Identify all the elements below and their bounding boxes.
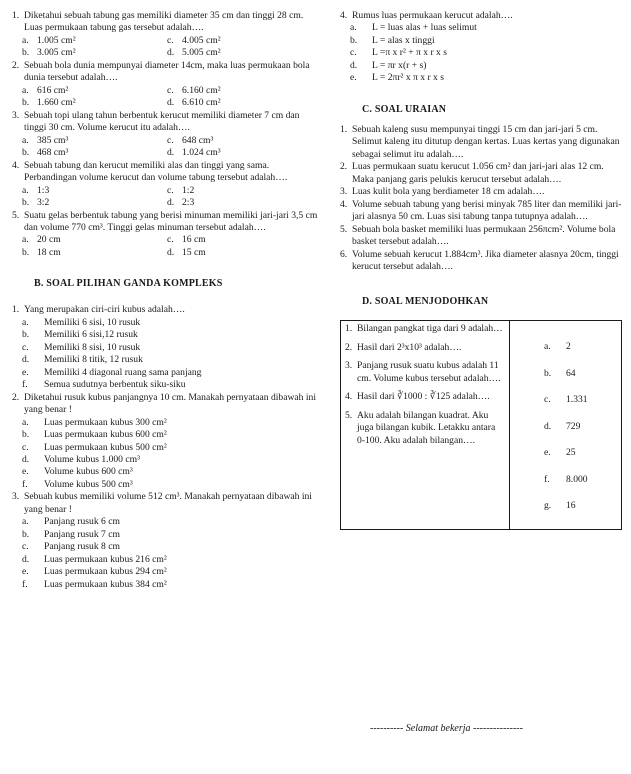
option-text: Memiliki 8 titik, 12 rusuk [44,354,143,366]
option-letter: c. [22,441,29,453]
answer-options [12,35,318,60]
matching-answer-value: 16 [566,500,576,512]
answer-option [22,541,318,553]
matching-answer-letter: f. [544,473,550,485]
answer-option [22,35,167,47]
option-letter: c. [167,234,174,246]
matching-question-number: 5. [345,409,353,421]
option-letter: a. [350,22,357,34]
answer-option [167,185,312,197]
option-text: Semua sudutnya berbentuk siku-siku [44,379,186,391]
answer-option [350,47,623,59]
option-letter: b. [350,34,358,46]
option-text: L = alas x tinggi [372,34,435,46]
section-b-heading: B. SOAL PILIHAN GANDA KOMPLEKS [34,278,223,290]
multiple-choice-question [12,10,318,60]
complex-choice-section [12,304,318,591]
question-row [340,199,623,224]
answer-options [12,234,318,259]
right-column [340,10,623,530]
option-text: 6.610 cm² [182,97,221,109]
option-text: Panjang rusuk 6 cm [44,516,120,528]
option-letter: b. [22,246,30,258]
matching-answer [544,447,617,459]
option-letter: b. [22,147,30,159]
answer-option [22,566,318,578]
answer-options [12,135,318,160]
answer-option [22,85,167,97]
matching-answer-letter: d. [544,420,552,432]
option-text: 2:3 [182,197,195,209]
question-number: 3. [340,186,348,198]
option-text: Memiliki 4 diagonal ruang sama panjang [44,366,202,378]
question-row [340,249,623,274]
question-text: Diketahui rusuk kubus panjangnya 10 cm. Manakah pernyataan dibawah ini yang benar ! [24,391,316,416]
matching-question [345,410,505,447]
option-text: 1.660 cm² [37,97,76,109]
option-letter: e. [350,72,357,84]
answer-options [340,22,623,84]
answer-option [22,97,167,109]
question-text: Luas kulit bola yang berdiameter 18 cm adalah…. [352,186,545,198]
matching-answer [544,421,617,433]
answer-option [167,135,312,147]
question-number: 2. [340,161,348,173]
option-text: L = luas alas + luas selimut [372,22,477,34]
option-letter: d. [167,197,175,209]
option-text: 6.160 cm² [182,84,221,96]
option-text: 4.005 cm² [182,34,221,46]
matching-answer [544,474,617,486]
option-letter: f. [22,478,28,490]
answer-option [22,429,318,441]
matching-question-text: Aku adalah bilangan kuadrat. Aku juga bilangan kubik. Letakku antara 0-100. Aku adalah bilangan…. [357,409,496,446]
answer-option [22,185,167,197]
matching-question [345,323,505,335]
matching-question [345,360,505,385]
question-row [12,10,318,35]
option-letter: b. [22,197,30,209]
question-number: 2. [12,391,20,403]
question-text: Sebuah bola dunia mempunyai diameter 14cm, maka luas permukaan bola dunia tersebut adalah…. [24,59,310,84]
question-row [12,110,318,135]
option-text: Volume kubus 1.000 cm³ [44,454,140,465]
option-text: 385 cm³ [37,134,69,146]
matching-answer-letter: b. [544,367,552,379]
option-letter: c. [167,134,174,146]
option-text: 16 cm [182,234,206,246]
answer-options [12,516,318,591]
matching-answer-value: 25 [566,447,576,459]
matching-question [345,342,505,354]
answer-option [22,579,318,591]
option-letter: d. [167,47,175,59]
option-letter: a. [22,316,29,328]
option-letter: a. [22,134,29,146]
option-text: 1:3 [37,184,50,196]
answer-option [167,197,312,209]
option-letter: d. [167,246,175,258]
essay-question [340,186,623,198]
answer-options [12,85,318,110]
question-number: 4. [340,198,348,210]
multiple-choice-question [12,160,318,210]
question-4-formula [340,10,623,85]
answer-option [167,147,312,159]
option-text: 648 cm³ [182,134,214,146]
multiple-choice-question [12,210,318,260]
question-row [340,161,623,186]
matching-answer [544,500,617,512]
complex-choice-question [12,304,318,391]
option-letter: b. [22,329,30,341]
answer-option [167,85,312,97]
option-letter: e. [22,566,29,578]
option-letter: f. [22,379,28,391]
option-letter: d. [350,59,358,71]
option-text: 1:2 [182,184,195,196]
option-text: Memiliki 6 sisi, 10 rusuk [44,316,141,328]
option-text: Luas permukaan kubus 294 cm² [44,566,167,578]
question-text: Sebuah bola basket memiliki luas permukaan 256πcm². Volume bola basket tersebut adalah…. [352,223,616,248]
matching-question-number: 3. [345,360,353,372]
question-number: 2. [12,59,20,71]
option-text: Panjang rusuk 7 cm [44,528,120,540]
question-number: 3. [12,109,20,121]
closing-message: ---------- Selamat bekerja --------------- [370,723,523,734]
option-letter: d. [22,354,30,366]
answer-option [22,135,167,147]
answer-option [167,247,312,259]
answer-option [22,454,318,466]
option-text: Memiliki 8 sisi, 10 rusuk [44,341,141,353]
answer-option [350,72,623,84]
option-letter: b. [22,429,30,441]
answer-option [22,197,167,209]
option-text: Luas permukaan kubus 500 cm² [44,441,167,453]
matching-question-number: 2. [345,341,353,353]
option-letter: b. [22,97,30,109]
question-text: Rumus luas permukaan kerucut adalah…. [352,10,513,21]
answer-option [22,234,167,246]
option-text: Volume kubus 500 cm³ [44,478,133,490]
answer-options [12,185,318,210]
essay-question [340,161,623,186]
answer-option [22,466,318,478]
answer-option [22,516,318,528]
option-text: Luas permukaan kubus 300 cm² [44,416,167,428]
option-text: 1.005 cm² [37,34,76,46]
question-number: 1. [12,304,20,316]
option-text: L = πr x(r + s) [372,59,427,71]
question-number: 6. [340,248,348,260]
question-number: 5. [12,209,20,221]
matching-answer-letter: g. [544,500,552,512]
question-text: Luas permukaan suatu kerucut 1.056 cm² dan jari-jari alas 12 cm. Maka panjang garis pelukis kerucut tersebut adalah…. [352,161,604,185]
option-letter: d. [167,97,175,109]
option-letter: a. [22,84,29,96]
option-letter: c. [167,184,174,196]
matching-question-text: Hasil dari 2³x10³ adalah…. [357,341,462,353]
matching-answer-letter: e. [544,447,551,459]
left-column [12,10,318,591]
question-row [340,124,623,161]
matching-answers [510,321,621,528]
option-letter: a. [22,184,29,196]
question-text: Sebuah kubus memiliki volume 512 cm³. Manakah pernyataan dibawah ini yang benar ! [24,491,312,515]
answer-option [22,529,318,541]
question-text: Sebuah tabung dan kerucut memiliki alas dan tinggi yang sama. Perbandingan volume kerucut dan volume tabung tersebut adalah…. [24,159,288,184]
answer-option [22,417,318,429]
answer-option [167,97,312,109]
matching-questions [341,321,510,528]
answer-option [22,342,318,354]
option-letter: c. [22,341,29,353]
option-letter: d. [167,147,175,159]
answer-option [22,442,318,454]
option-text: Panjang rusuk 8 cm [44,541,120,553]
option-text: 616 cm² [37,84,69,96]
matching-question-text: Bilangan pangkat tiga dari 9 adalah… [357,323,503,335]
section-d-heading: D. SOAL MENJODOHKAN [362,296,489,308]
option-text: Memiliki 6 sisi,12 rusuk [44,329,138,341]
question-text: Suatu gelas berbentuk tabung yang berisi minuman memiliki jari-jari 3,5 cm dan volume 770 cm³. Tinggi gelas minuman tersebut adalah…. [24,209,318,233]
option-letter: c. [167,84,174,96]
answer-options [12,317,318,392]
complex-choice-question [12,491,318,591]
question-row [12,210,318,235]
question-text: Sebuah kaleng susu mempunyai tinggi 15 cm dan jari-jari 5 cm. Selimut kaleng itu ditutup dengan kertas. Luas kertas yang digunakan sebagai selimut itu adalah…. [352,123,620,160]
option-letter: c. [350,47,357,59]
option-letter: c. [167,34,174,46]
question-text: Yang merupakan ciri-ciri kubus adalah…. [24,304,185,316]
question-number: 1. [340,123,348,135]
answer-option [350,22,623,34]
essay-question [340,199,623,224]
question-row [12,60,318,85]
matching-question-text: Panjang rusuk suatu kubus adalah 11 cm. Volume kubus tersebut adalah…. [357,360,501,384]
option-text: 5.005 cm² [182,47,221,59]
matching-answer-letter: c. [544,394,551,406]
matching-question-number: 1. [345,323,353,335]
question-number: 5. [340,223,348,235]
question-row [340,186,623,198]
matching-answer [544,341,617,353]
option-text: 3:2 [37,197,50,209]
answer-option [22,247,167,259]
answer-option [167,35,312,47]
answer-option [22,329,318,341]
option-letter: d. [22,454,30,465]
option-text: Luas permukaan kubus 384 cm² [44,578,167,590]
option-letter: e. [22,366,29,378]
option-text: 15 cm [182,246,206,258]
matching-question-text: Hasil dari ∛1000 : ∛125 adalah…. [357,391,490,403]
matching-answer-value: 1.331 [566,394,588,406]
option-letter: a. [22,516,29,528]
option-text: Luas permukaan kubus 600 cm² [44,429,167,441]
question-number: 1. [12,10,20,21]
question-row [12,304,318,316]
option-text: 18 cm [37,246,61,258]
matching-answer-value: 729 [566,420,581,432]
multiple-choice-section [12,10,318,259]
option-text: 1.024 cm³ [182,147,221,159]
matching-answer [544,368,617,380]
option-letter: a. [22,34,29,46]
matching-question-number: 4. [345,391,353,403]
question-text: Volume sebuah tabung yang berisi minyak 785 liter dan memiliki jari-jari alasnya 50 cm. Luas sisi tabung tanpa tutupnya adalah…. [352,198,622,223]
complex-choice-question [12,392,318,492]
question-number: 4. [340,10,348,21]
question-row [340,224,623,249]
essay-section [340,124,623,274]
essay-question [340,224,623,249]
answer-option [22,317,318,329]
matching-answer-value: 2 [566,341,571,353]
option-text: 20 cm [37,234,61,246]
matching-answer [544,394,617,406]
question-text: Sebuah topi ulang tahun berbentuk kerucut memiliki diameter 7 cm dan tinggi 30 cm. Volume kerucut itu adalah…. [24,109,300,134]
option-letter: f. [22,578,28,590]
question-text: Volume sebuah kerucut 1.884cm³. Jika diameter alasnya 20cm, tinggi kerucut tersebut adalah…. [352,248,619,272]
multiple-choice-question [12,60,318,110]
option-letter: a. [22,416,29,428]
option-letter: a. [22,234,29,246]
essay-question [340,249,623,274]
answer-option [22,147,167,159]
multiple-choice-question [340,10,623,85]
section-c-heading: C. SOAL URAIAN [362,103,447,115]
question-text: Diketahui sebuah tabung gas memiliki diameter 35 cm dan tinggi 28 cm. Luas permukaan tabung gas tersebut adalah…. [24,10,304,34]
answer-option [22,479,318,491]
option-text: Volume kubus 600 cm³ [44,466,133,478]
answer-options [12,417,318,492]
question-row [12,392,318,417]
option-letter: c. [22,541,29,553]
question-row [12,160,318,185]
option-text: L =π x r² + π x r x s [372,47,447,59]
answer-option [22,367,318,379]
option-letter: b. [22,528,30,540]
matching-table [340,320,622,529]
answer-option [167,234,312,246]
option-letter: b. [22,47,30,59]
question-row [340,10,623,22]
answer-option [167,47,312,59]
answer-option [22,379,318,391]
answer-option [350,60,623,72]
question-number: 4. [12,159,20,171]
multiple-choice-question [12,110,318,160]
option-text: Luas permukaan kubus 216 cm² [44,553,167,565]
essay-question [340,124,623,161]
option-letter: e. [22,466,29,478]
matching-answer-value: 8.000 [566,473,588,485]
answer-option [350,35,623,47]
matching-question [345,391,505,403]
option-text: 468 cm³ [37,147,69,159]
matching-answer-value: 64 [566,367,576,379]
option-text: L = 2πr² x π x r x s [372,72,444,84]
answer-option [22,354,318,366]
answer-option [22,554,318,566]
option-letter: d. [22,553,30,565]
question-row [12,491,318,516]
matching-answer-letter: a. [544,341,551,353]
answer-option [22,47,167,59]
option-text: 3.005 cm² [37,47,76,59]
question-number: 3. [12,491,20,503]
